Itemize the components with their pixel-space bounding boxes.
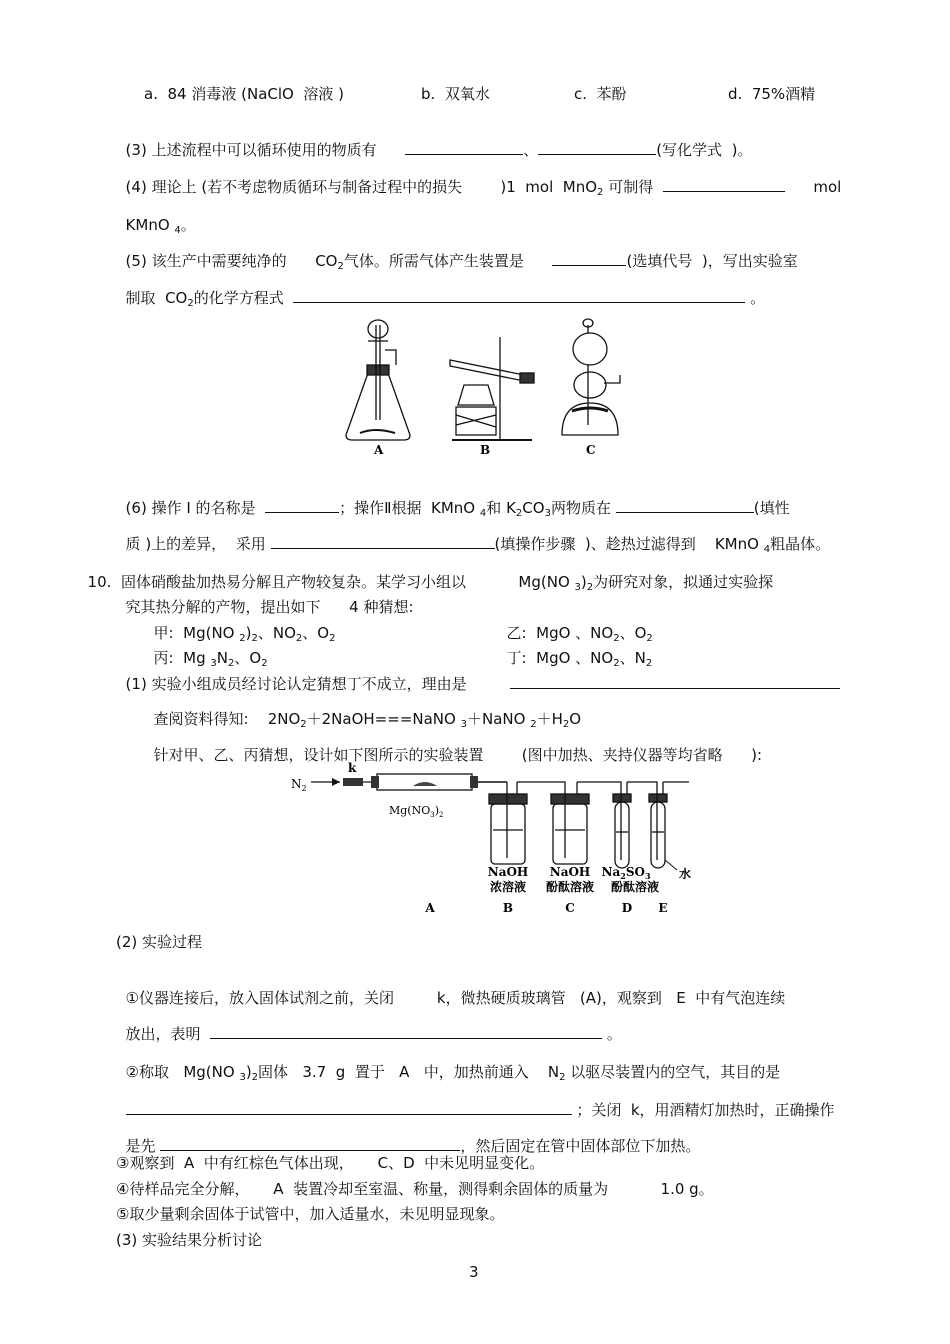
page-number: 3 xyxy=(469,1263,479,1281)
option-d: d. 75%酒精 xyxy=(728,85,816,103)
answer-blank[interactable] xyxy=(271,534,495,549)
q9-part5-line2: 制取 $CO_2$的化学方程式 。 xyxy=(125,289,766,309)
fig2-label-b: B xyxy=(502,901,514,915)
reference-equation: 查阅资料得知: $2NO_2+2NaOH===NaNO$ $_3$＋NaNO $_2+H_2O$ xyxy=(153,710,582,730)
step-1-line2: 放出，表明 。 xyxy=(125,1025,622,1043)
b-reagent-2: 浓溶液 xyxy=(489,880,527,894)
answer-blank[interactable] xyxy=(510,674,840,689)
fig2-label-c: C xyxy=(565,901,575,915)
q9-part5: (5) 该生产中需要纯净的 $CO_2$气体。所需气体产生装置是 (选填代号 )，写出实验室 xyxy=(125,252,798,272)
q10-part3: (3) 实验结果分析讨论 xyxy=(116,1231,263,1249)
q10-part2: (2) 实验过程 xyxy=(116,933,203,951)
q9-part6-line2: 质 )上的差异， 采用 (填操作步骤 )、趁热过滤得到 KMnO $_4$粗晶体。 xyxy=(125,535,831,555)
q9-part4: (4) 理论上 (若不考虑物质循环与制备过程中的损失 )1 mol MnO$_2$ 可制得 mol xyxy=(125,178,842,198)
answer-blank[interactable] xyxy=(126,1100,572,1115)
apparatus-c xyxy=(562,319,620,435)
answer-blank[interactable] xyxy=(160,1136,460,1151)
answer-blank[interactable] xyxy=(210,1024,602,1039)
apparatus-b xyxy=(450,337,534,440)
q10-stem: 10. 固体硝酸盐加热易分解且产物较复杂。某学习小组以 Mg(NO $_3)_2$为研究对象，拟通过实验探 xyxy=(87,573,774,593)
valve-k xyxy=(343,778,363,786)
fig1-label-c: C xyxy=(586,443,596,457)
fig2-label-d: D xyxy=(621,901,633,915)
b-reagent-1: NaOH xyxy=(487,865,529,879)
step-2: ②称取 Mg(NO $_3)_2$固体 3.7 g 置于 A 中，加热前通入 $N_2$ 以驱尽装置内的空气，其目的是 xyxy=(125,1063,781,1083)
sample-label: $Mg(NO_3)_2$ xyxy=(389,804,444,819)
q9-part4-cont: KMnO $_4$。 xyxy=(125,216,196,236)
answer-blank[interactable] xyxy=(663,177,785,192)
c-reagent-2: 酚酞溶液 xyxy=(545,880,595,894)
guess-yi: 乙: MgO 、$NO_2$、$O_2$ xyxy=(506,624,653,644)
step-4: ④待样品完全分解， A 装置冷却至室温、称量，测得剩余固体的质量为 1.0 g。 xyxy=(116,1180,714,1198)
step-1: ①仪器连接后，放入固体试剂之前，关闭 k，微热硬质玻璃管 (A)，观察到 E 中有气泡连续 xyxy=(125,989,786,1007)
answer-blank[interactable] xyxy=(552,251,626,266)
q10-stem-line2: 究其热分解的产物，提出如下 4 种猜想: xyxy=(125,598,414,616)
guess-ding: 丁: MgO 、$NO_2$、$N_2$ xyxy=(506,649,653,669)
bottles xyxy=(489,782,689,868)
guess-bing: 丙: Mg $_3N_2$、$O_2$ xyxy=(153,649,268,669)
fig1-label-a: A xyxy=(374,443,384,457)
d-reagent-1: $Na_2SO_3$ xyxy=(601,865,651,881)
apparatus-a xyxy=(346,320,410,440)
sample xyxy=(413,782,437,786)
option-a: a. 84 消毒液 (NaClO 溶液 ) xyxy=(144,85,344,103)
design-text: 针对甲、乙、丙猜想，设计如下图所示的实验装置 (图中加热、夹持仪器等均省略 ): xyxy=(153,746,763,764)
option-c: c. 苯酚 xyxy=(574,85,627,103)
n2-label: $N_2$ xyxy=(291,777,307,793)
guess-jia: 甲: Mg(NO $_2)_2$、$NO_2$、$O_2$ xyxy=(153,624,336,644)
answer-blank[interactable] xyxy=(293,288,745,303)
fig2-label-e: E xyxy=(658,901,668,915)
fig2-label-a: A xyxy=(425,901,435,915)
step-3: ③观察到 A 中有红棕色气体出现， C、D 中未见明显变化。 xyxy=(116,1154,545,1172)
q10-part1: (1) 实验小组成员经讨论认定猜想丁不成立，理由是 xyxy=(116,654,840,694)
hard-glass-tube xyxy=(377,774,472,790)
answer-blank[interactable] xyxy=(616,498,754,513)
gas-apparatus-figure xyxy=(340,315,640,457)
answer-blank[interactable] xyxy=(538,140,656,155)
valve-k-label: k xyxy=(348,761,357,775)
q9-part3: (3) 上述流程中可以循环使用的物质有 、 (写化学式 )。 xyxy=(125,141,753,159)
d-reagent-2: 酚酞溶液 xyxy=(610,880,660,894)
decomposition-apparatus-figure xyxy=(285,760,725,920)
q9-part6: (6) 操作 I 的名称是 ；操作Ⅱ根据 KMnO $_4$和 $K_2CO_3$两物质在 (填性 xyxy=(125,499,790,519)
answer-blank[interactable] xyxy=(265,498,339,513)
c-reagent-1: NaOH xyxy=(549,865,591,879)
answer-blank[interactable] xyxy=(405,140,523,155)
fig1-label-b: B xyxy=(480,443,491,457)
step-2-line2: ；关闭 k，用酒精灯加热时，正确操作 xyxy=(116,1080,835,1120)
step-5: ⑤取少量剩余固体于试管中，加入适量水，未见明显现象。 xyxy=(116,1205,505,1223)
step-2-line3: 是先 ，然后固定在管中固体部位下加热。 xyxy=(125,1137,701,1155)
option-b: b. 双氧水 xyxy=(421,85,490,103)
e-reagent: 水 xyxy=(679,867,692,881)
